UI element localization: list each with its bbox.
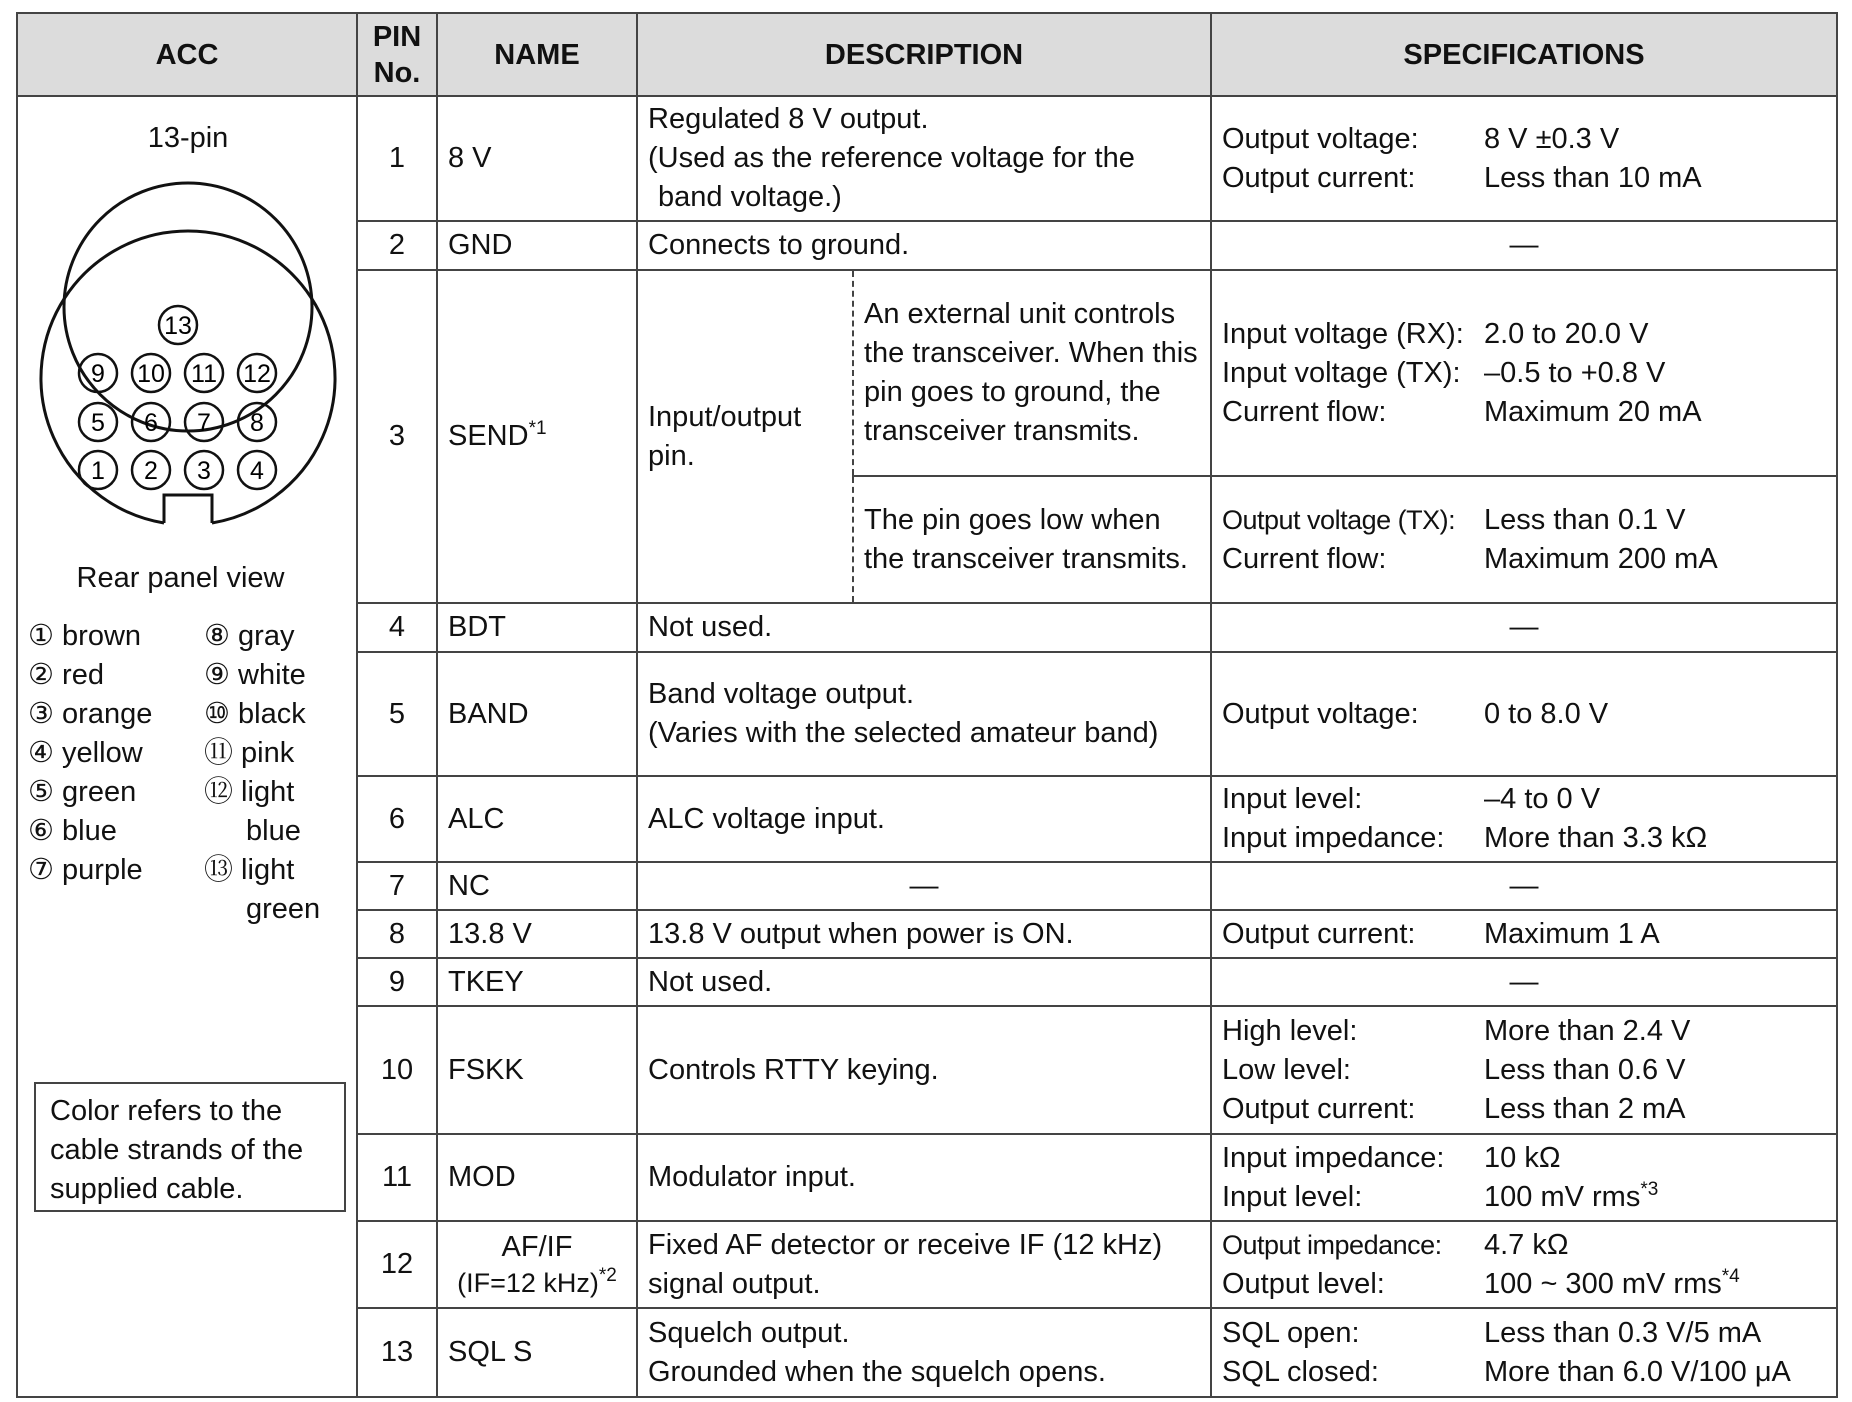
connector-pin-label: 6: [144, 409, 158, 437]
header-specifications: SPECIFICATIONS: [1211, 13, 1837, 96]
pin-number: 12: [357, 1221, 437, 1308]
header-description: DESCRIPTION: [637, 13, 1211, 96]
color-item: blue: [246, 815, 301, 847]
spec-value: Less than 2 mA: [1484, 1092, 1686, 1125]
header-row: [17, 13, 1837, 96]
spec-value: 2.0 to 20.0 V: [1484, 317, 1649, 350]
color-item: ⑩ black: [204, 698, 306, 730]
connector-pin-label: 7: [197, 409, 211, 437]
spec-value: Maximum 200 mA: [1484, 542, 1718, 575]
spec-key: Output voltage (TX):: [1222, 504, 1456, 535]
spec-key: Input impedance:: [1222, 1141, 1445, 1174]
color-item: ⑫ light: [204, 776, 295, 808]
spec-key: Input level:: [1222, 1180, 1363, 1213]
pin-name-note: [448, 1265, 626, 1301]
color-item: ② red: [28, 659, 104, 691]
connector-pin-label: 4: [250, 457, 264, 485]
color-item: green: [246, 893, 321, 925]
header-acc: ACC: [17, 13, 357, 96]
spec-key: Low level:: [1222, 1053, 1351, 1086]
color-item: ① brown: [28, 620, 142, 652]
pin-specifications: —: [1211, 862, 1837, 910]
spec-key: Output current:: [1222, 917, 1416, 950]
header-pin-no: PIN No.: [357, 13, 437, 96]
pin-description: ALC voltage input.: [637, 776, 1211, 862]
pin-number: 4: [357, 603, 437, 652]
color-item: ⑨ white: [204, 659, 306, 691]
spec-key: SQL closed:: [1222, 1355, 1379, 1388]
spec-value: 0 to 8.0 V: [1484, 697, 1609, 730]
pin-assignment-table-wrapper: [16, 12, 1836, 1397]
footnote-marker: *4: [1721, 1265, 1740, 1287]
pin-description: [637, 1308, 1211, 1397]
description-line: (Varies with the selected amateur band): [648, 717, 1159, 749]
send-input-specifications: [1211, 270, 1837, 476]
spec-key: Current flow:: [1222, 542, 1387, 575]
pin-specifications: —: [1211, 958, 1837, 1006]
pin-name: GND: [437, 221, 637, 270]
footnote-marker: *2: [598, 1264, 617, 1286]
spec-value: Less than 10 mA: [1484, 161, 1702, 194]
pin-number: 11: [357, 1134, 437, 1221]
spec-value: –4 to 0 V: [1484, 783, 1601, 815]
pin-number: 2: [357, 221, 437, 270]
pin-description: [637, 96, 1211, 221]
pin-specifications: [1211, 910, 1837, 958]
pin-specifications: [1211, 96, 1837, 221]
color-item: ⑧ gray: [204, 620, 295, 652]
connector-pin-label: 5: [91, 409, 105, 437]
spec-value: More than 3.3 kΩ: [1484, 822, 1708, 854]
connector-pin-label: 1: [91, 457, 105, 485]
acc-pin-table: [16, 12, 1838, 1398]
pin-description: Controls RTTY keying.: [637, 1006, 1211, 1134]
description-line: Band voltage output.: [648, 678, 915, 710]
connector-pin-label: 10: [137, 360, 165, 388]
pin-number: 3: [357, 270, 437, 603]
color-item: ④ yellow: [28, 737, 143, 769]
pin-number: 10: [357, 1006, 437, 1134]
connector-panel: [17, 96, 357, 1397]
spec-value: Less than 0.3 V/5 mA: [1484, 1316, 1762, 1349]
spec-key: Output current:: [1222, 161, 1416, 194]
spec-key: Input voltage (TX):: [1222, 356, 1461, 389]
description-line: (Used as the reference voltage for the band voltage.): [648, 142, 1135, 213]
pin-number: 6: [357, 776, 437, 862]
color-item: ⑪ pink: [204, 737, 295, 769]
color-item: ⑦ purple: [28, 854, 143, 886]
pin-specifications: [1211, 652, 1837, 776]
connector-pin-label: 9: [91, 360, 105, 388]
pin-number: 7: [357, 862, 437, 910]
pin-description: Connects to ground.: [637, 221, 1211, 270]
connector-diagram-icon: [18, 97, 358, 557]
pin-description: Fixed AF detector or receive IF (12 kHz) signal output.: [637, 1221, 1211, 1308]
pin-description: Input/output pin.: [637, 270, 853, 603]
connector-title: 13-pin: [147, 122, 229, 154]
pin-name: 8 V: [437, 96, 637, 221]
pin-name-note-text: (IF=12 kHz): [457, 1267, 599, 1298]
connector-pin-label: 13: [164, 312, 192, 340]
spec-value-text: 100 ~ 300 mV rms: [1484, 1267, 1722, 1300]
spec-value: [1484, 1265, 1826, 1304]
pin-name: BAND: [437, 652, 637, 776]
pin-specifications: [1211, 1308, 1837, 1397]
spec-key: Output current:: [1222, 1092, 1416, 1125]
pin-number: 8: [357, 910, 437, 958]
pin-specifications: [1211, 1006, 1837, 1134]
spec-value: Maximum 1 A: [1484, 917, 1660, 950]
send-input-description: An external unit controls the transceiver. When this pin goes to ground, the transceiver transmits.: [853, 270, 1211, 476]
pin-description: [637, 652, 1211, 776]
rear-panel-view-label: Rear panel view: [76, 562, 285, 594]
send-output-specifications: [1211, 476, 1837, 603]
pin-name: MOD: [437, 1134, 637, 1221]
footnote-marker: *1: [528, 418, 547, 439]
pin-name: [437, 270, 637, 603]
pin-name: TKEY: [437, 958, 637, 1006]
spec-value: Maximum 20 mA: [1484, 395, 1702, 428]
pin-name: 13.8 V: [437, 910, 637, 958]
footnote-marker: *3: [1640, 1178, 1659, 1200]
pin-name-text: SEND: [448, 420, 529, 452]
pin-description: Modulator input.: [637, 1134, 1211, 1221]
pin-description: 13.8 V output when power is ON.: [637, 910, 1211, 958]
spec-key: Input impedance:: [1222, 822, 1445, 854]
spec-value: More than 6.0 V/100 μA: [1484, 1355, 1791, 1388]
connector-pin-label: 3: [197, 457, 211, 485]
pin-name: BDT: [437, 603, 637, 652]
pin-name: [437, 1221, 637, 1308]
color-item: ⑬ light: [204, 854, 295, 886]
pin-specifications: [1211, 1221, 1837, 1308]
pin-number: 9: [357, 958, 437, 1006]
spec-value: [1484, 1178, 1826, 1217]
pin-description: Not used.: [637, 958, 1211, 1006]
pin-specifications: —: [1211, 221, 1837, 270]
table-row-pin-1: [17, 96, 1837, 221]
pin-name: ALC: [437, 776, 637, 862]
spec-value: Less than 0.1 V: [1484, 503, 1686, 536]
spec-key: High level:: [1222, 1014, 1358, 1047]
pin-specifications: [1211, 776, 1837, 862]
pin-number: 13: [357, 1308, 437, 1397]
spec-value: 10 kΩ: [1484, 1141, 1561, 1174]
color-item: ⑥ blue: [28, 815, 117, 847]
spec-value: More than 2.4 V: [1484, 1014, 1691, 1047]
spec-key: SQL open:: [1222, 1316, 1360, 1349]
spec-key: Output voltage:: [1222, 697, 1419, 730]
spec-value-text: 100 mV rms: [1484, 1180, 1641, 1213]
pin-name: NC: [437, 862, 637, 910]
pin-name: SQL S: [437, 1308, 637, 1397]
spec-value: 8 V ±0.3 V: [1484, 122, 1620, 155]
pin-number: 5: [357, 652, 437, 776]
pin-number: 1: [357, 96, 437, 221]
color-item: ③ orange: [28, 698, 153, 730]
spec-key: Output level:: [1222, 1267, 1385, 1300]
spec-key: Output impedance:: [1222, 1229, 1442, 1260]
pin-name: FSKK: [437, 1006, 637, 1134]
pin-specifications: —: [1211, 603, 1837, 652]
spec-key: Input voltage (RX):: [1222, 317, 1464, 350]
spec-key: Output voltage:: [1222, 122, 1419, 155]
description-line: Regulated 8 V output.: [648, 103, 929, 135]
pin-description: Not used.: [637, 603, 1211, 652]
pin-name-text: AF/IF: [501, 1230, 573, 1263]
connector-pin-label: 11: [191, 360, 217, 388]
spec-value: 4.7 kΩ: [1484, 1228, 1569, 1261]
color-item: ⑤ green: [28, 776, 137, 808]
spec-key: Current flow:: [1222, 395, 1387, 428]
spec-value: Less than 0.6 V: [1484, 1053, 1686, 1086]
description-line: Squelch output.: [648, 1316, 850, 1349]
pin-description: —: [637, 862, 1211, 910]
description-line: Grounded when the squelch opens.: [648, 1355, 1106, 1388]
connector-pin-label: 8: [250, 409, 264, 437]
connector-pin-label: 12: [243, 360, 271, 388]
spec-key: Input level:: [1222, 783, 1363, 815]
spec-value: –0.5 to +0.8 V: [1484, 356, 1666, 389]
header-name: NAME: [437, 13, 637, 96]
send-output-description: The pin goes low when the transceiver transmits.: [853, 476, 1211, 603]
cable-color-note: Color refers to the cable strands of the supplied cable.: [34, 1082, 346, 1212]
pin-specifications: [1211, 1134, 1837, 1221]
connector-pin-label: 2: [144, 457, 158, 485]
